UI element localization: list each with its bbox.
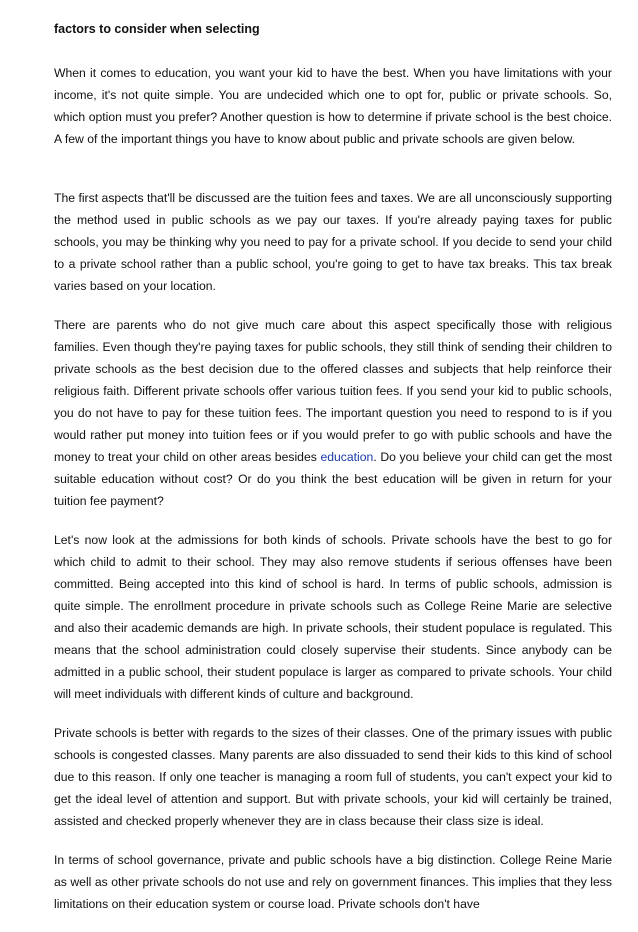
paragraph-admissions: Let's now look at the admissions for both kinds of schools. Private schools have the best to go for which child to admit to their school. They may also remove students if serious offenses have been committed. Being accepted into this kind of school is hard. In terms of public schools, admission is quite simple. The enrollment procedure in private schools such as College Reine Marie are selective and also their academic demands are high. In private schools, their student populace is regulated. This means that the school administration could closely supervise their students. Since anybody can be admitted in a public school, their student populace is larger as compared to private schools. Your child will meet individuals with different kinds of culture and background.	[54, 533, 612, 701]
paragraph-intro: When it comes to education, you want your kid to have the best. When you have limitations with your income, it's not quite simple. You are undecided which one to opt for, public or private schools. So, which option must you prefer? Another question is how to determine if private school is the best choice. A few of the important things you have to know about public and private schools are given below.	[54, 66, 612, 146]
paragraph-governance: In terms of school governance, private and public schools have a big distinction. College Reine Marie as well as other private schools do not use and rely on government finances. This implies that they less limitations on their education system or course load. Private schools don't have	[54, 853, 612, 911]
paragraph-religious-families	[54, 314, 612, 512]
paragraph-class-sizes: Private schools is better with regards to the sizes of their classes. One of the primary issues with public schools is congested classes. Many parents are also dissuaded to send their kids to this kind of school due to this reason. If only one teacher is managing a room full of students, you can't expect your kid to get the ideal level of attention and support. But with private schools, your kid will certainly be trained, assisted and checked properly whenever they are in class because their class size is ideal.	[54, 726, 612, 828]
paragraph-text-before-link: There are parents who do not give much care about this aspect specifically those with religious families. Even though they're paying taxes for public schools, they still think of sending their children to private schools as the best decision due to the offered classes and subjects that help reinforce their religious faith. Different private schools offer various tuition fees. If you send your kid to public schools, you do not have to pay for these tuition fees. The important question you need to respond to is if you would rather put money into tuition fees or if you would prefer to go with public schools and have the money to treat your child on other areas besides	[54, 318, 612, 464]
document-body	[54, 62, 612, 932]
paragraph-tuition-taxes: The first aspects that'll be discussed are the tuition fees and taxes. We are all unconsciously supporting the method used in public schools as we pay our taxes. If you're already paying taxes for public schools, you may be thinking why you need to pay for a private school. If you decide to send your child to a private school rather than a public school, you're going to get to have tax breaks. This tax break varies based on your location.	[54, 191, 612, 293]
paragraph-text-after-link: . Do you believe your child can get the most suitable education without cost? Or do you think the best education will be given in return for your tuition fee payment?	[54, 450, 612, 508]
education-link[interactable]: education	[320, 450, 374, 464]
document-title: factors to consider when selecting	[54, 22, 260, 36]
